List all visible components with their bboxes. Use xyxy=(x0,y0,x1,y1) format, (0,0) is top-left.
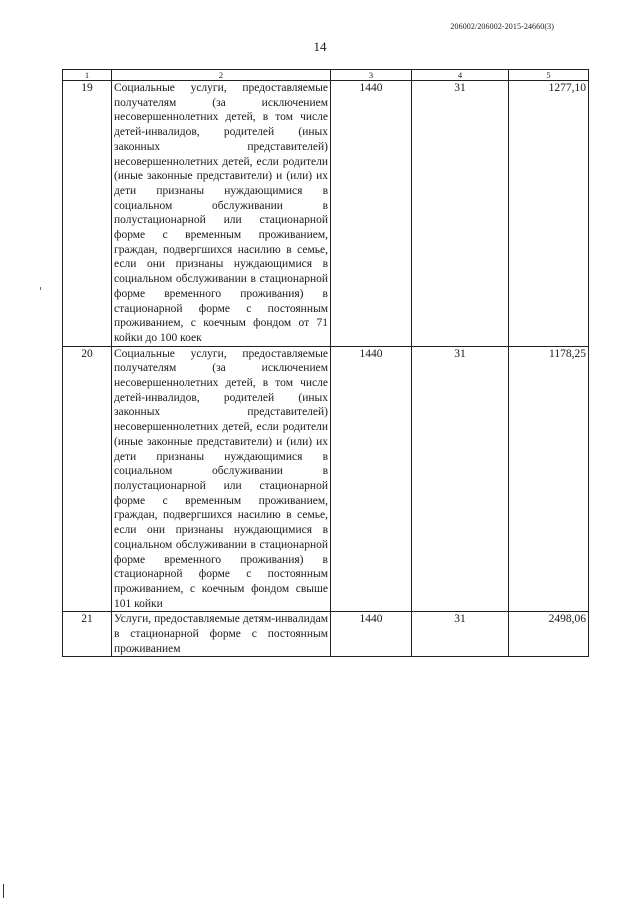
cell-col5: 1178,25 xyxy=(509,346,589,612)
column-header: 5 xyxy=(509,70,589,81)
scan-artifact xyxy=(40,287,41,290)
cell-col3: 1440 xyxy=(331,612,412,657)
table-row xyxy=(63,346,589,612)
column-header: 4 xyxy=(412,70,509,81)
service-description: Социальные услуги, предоставляемые получателям (за исключением несовершеннолетних детей, в том числе детей-инвалидов, родителей (иных законных представителей) несовершеннолетних детей, если родители (иные законные представители) и (или) их дети признаны нуждающимися в социальном обслуживании в полустационарной или стационарной форме с временным проживанием, граждан, подвергшихся насилию в семье, если они признаны нуждающимися в социальном обслуживании в стационарной форме временного проживания) в стационарной форме с постоянным проживанием, с коечным фондом от 71 койки до 100 коек xyxy=(112,81,331,347)
cell-col3: 1440 xyxy=(331,81,412,347)
table-header-row xyxy=(63,70,589,81)
tariff-table xyxy=(62,69,589,657)
column-header: 2 xyxy=(112,70,331,81)
cell-col4: 31 xyxy=(412,346,509,612)
scan-edge-mark xyxy=(3,884,4,898)
row-number: 19 xyxy=(63,81,112,347)
cell-col3: 1440 xyxy=(331,346,412,612)
column-header: 1 xyxy=(63,70,112,81)
table-row xyxy=(63,612,589,657)
row-number: 20 xyxy=(63,346,112,612)
cell-col5: 1277,10 xyxy=(509,81,589,347)
cell-col5: 2498,06 xyxy=(509,612,589,657)
cell-col4: 31 xyxy=(412,81,509,347)
table-row xyxy=(63,81,589,347)
column-header: 3 xyxy=(331,70,412,81)
service-description: Социальные услуги, предоставляемые получателям (за исключением несовершеннолетних детей, в том числе детей-инвалидов, родителей (иных законных представителей) несовершеннолетних детей, если родители (иные законные представители) и (или) их дети признаны нуждающимися в социальном обслуживании в полустационарной или стационарной форме с временным проживанием, граждан, подвергшихся насилию в семье, если они признаны нуждающимися в социальном обслуживании в стационарной форме временного проживания) в стационарной форме с постоянным проживанием, с коечным фондом свыше 101 койки xyxy=(112,346,331,612)
page-number: 14 xyxy=(313,39,327,54)
document-id: 206002/206002-2015-24660(3) xyxy=(450,22,554,31)
service-description: Услуги, предоставляемые детям-инвалидам в стационарной форме с постоянным проживанием xyxy=(112,612,331,657)
cell-col4: 31 xyxy=(412,612,509,657)
row-number: 21 xyxy=(63,612,112,657)
